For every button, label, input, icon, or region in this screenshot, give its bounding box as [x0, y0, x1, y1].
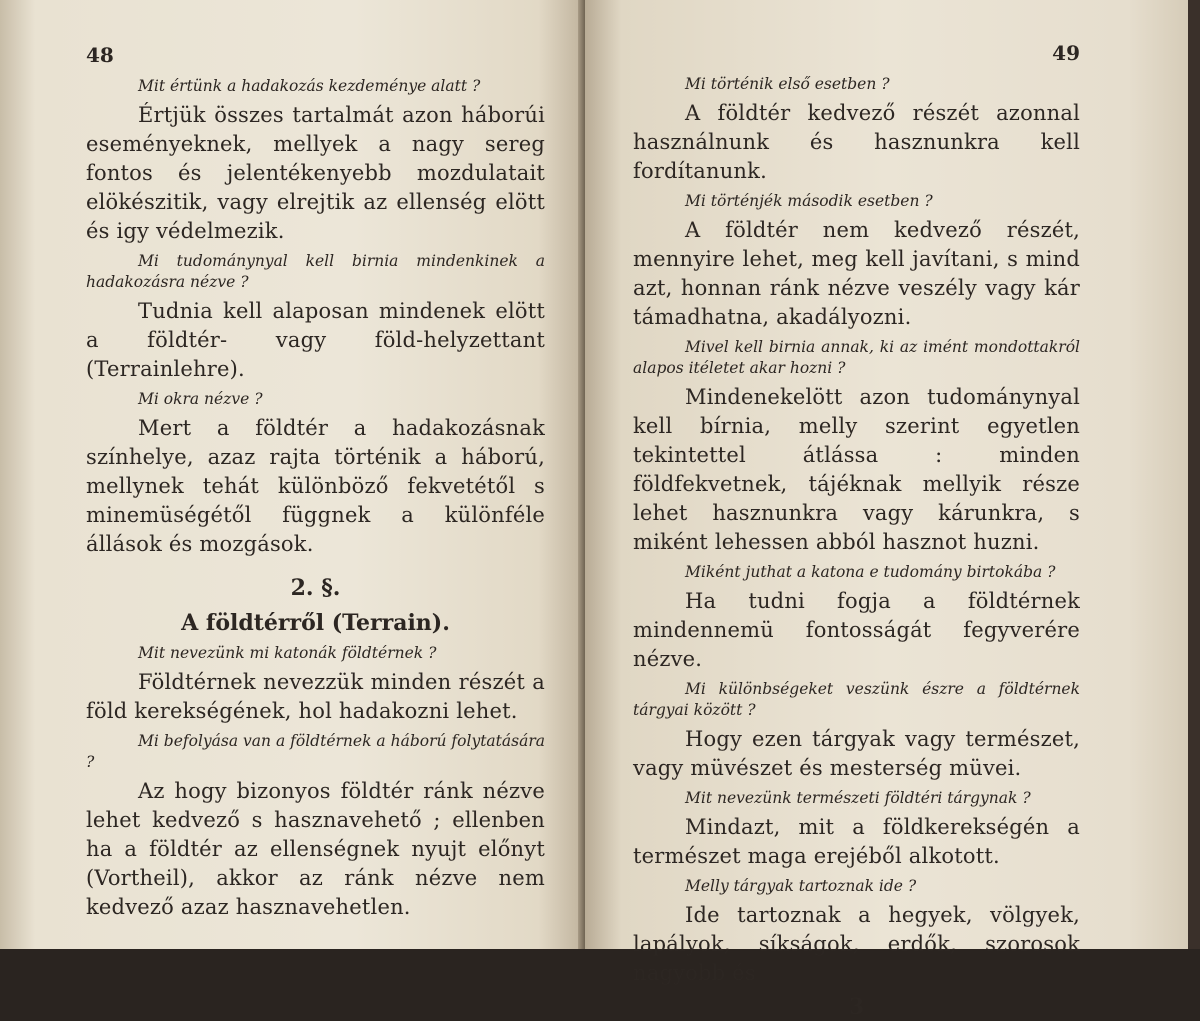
question: Mi történjék második esetben ? — [685, 192, 933, 210]
question: Mi okra nézve ? — [138, 390, 263, 408]
section-title: A földtérről (Terrain). — [181, 610, 450, 636]
question: Mi tudománynyal kell birnia mindenkinek a hadakozásra nézve ? — [86, 252, 545, 291]
right-page — [585, 0, 1188, 1020]
question: Melly tárgyak tartoznak ide ? — [685, 877, 917, 895]
page-number-right: 49 — [1052, 41, 1080, 65]
left-page — [0, 0, 585, 949]
question: Mit értünk a hadakozás kezdeménye alatt ? — [138, 77, 481, 95]
left-page-text — [86, 76, 545, 922]
answer: Mert a földtér a hadakozásnak színhelye, azaz rajta történik a háború, mellynek tehát különböző fekvetétől s minemüségétől függnek a különféle állások és mozgások. — [86, 416, 545, 556]
question: Mi történik első esetben ? — [685, 75, 890, 93]
question: Mit nevezünk mi katonák földtérnek ? — [138, 644, 437, 662]
question: Mivel kell birnia annak, ki az imént mondottakról alapos itéletet akar hozni ? — [633, 338, 1080, 377]
signature-mark: 3 — [848, 994, 865, 1020]
answer: A földtér kedvező részét azonnal használnunk és hasznunkra kell fordítanunk. — [633, 101, 1080, 183]
book-edge — [1188, 0, 1200, 949]
question: Mit nevezünk természeti földtéri tárgynak ? — [685, 789, 1031, 807]
answer: Az hogy bizonyos földtér ránk nézve lehet kedvező s hasznavehető ; ellenben ha a földtér az ellenségnek nyujt előnyt (Vortheil), akkor az ránk nézve nem kedvező azaz hasznavehetlen. — [86, 779, 545, 919]
answer: Ide tartoznak a hegyek, völgyek, lapályok, síkságok, erdők, szorosok nagyobb és — [633, 903, 1080, 985]
answer: Tudnia kell alaposan mindenek elött a földtér- vagy föld-helyzettant (Terrainlehre). — [86, 299, 545, 381]
answer: Mindenekelött azon tudománynyal kell bírnia, melly szerint egyetlen tekintettel átlássa : minden földfekvetnek, tájéknak mellyik része lehet hasznunkra vagy kárunkra, s miként lehessen abból hasznot huzni. — [633, 385, 1080, 554]
answer: A földtér nem kedvező részét, mennyire lehet, meg kell javítani, s mind azt, honnan ránk nézve veszély vagy kár támadhatna, akadályozni. — [633, 218, 1080, 329]
answer: Értjük összes tartalmát azon háborúi eseményeknek, mellyek a nagy sereg fontos és jelentékenyebb mozdulatait elökészitik, vagy elrejtik az ellenség elött és igy védelmezik. — [86, 103, 545, 243]
question: Mi befolyása van a földtérnek a háború folytatására ? — [86, 732, 545, 771]
question: Mi különbségeket veszünk észre a földtérnek tárgyai között ? — [633, 680, 1080, 719]
answer: Mindazt, mit a földkerekségén a természet maga erejéből alkotott. — [633, 815, 1080, 868]
page-number-left: 48 — [86, 43, 114, 67]
section-number: 2. §. — [290, 575, 341, 601]
answer: Hogy ezen tárgyak vagy természet, vagy müvészet és mesterség müvei. — [633, 727, 1080, 780]
question: Miként juthat a katona e tudomány birtokába ? — [685, 563, 1056, 581]
right-page-text — [633, 74, 1080, 988]
answer: Ha tudni fogja a földtérnek mindennemü fontosságát fegyverére nézve. — [633, 589, 1080, 671]
answer: Földtérnek nevezzük minden részét a föld kerekségének, hol hadakozni lehet. — [86, 670, 545, 723]
